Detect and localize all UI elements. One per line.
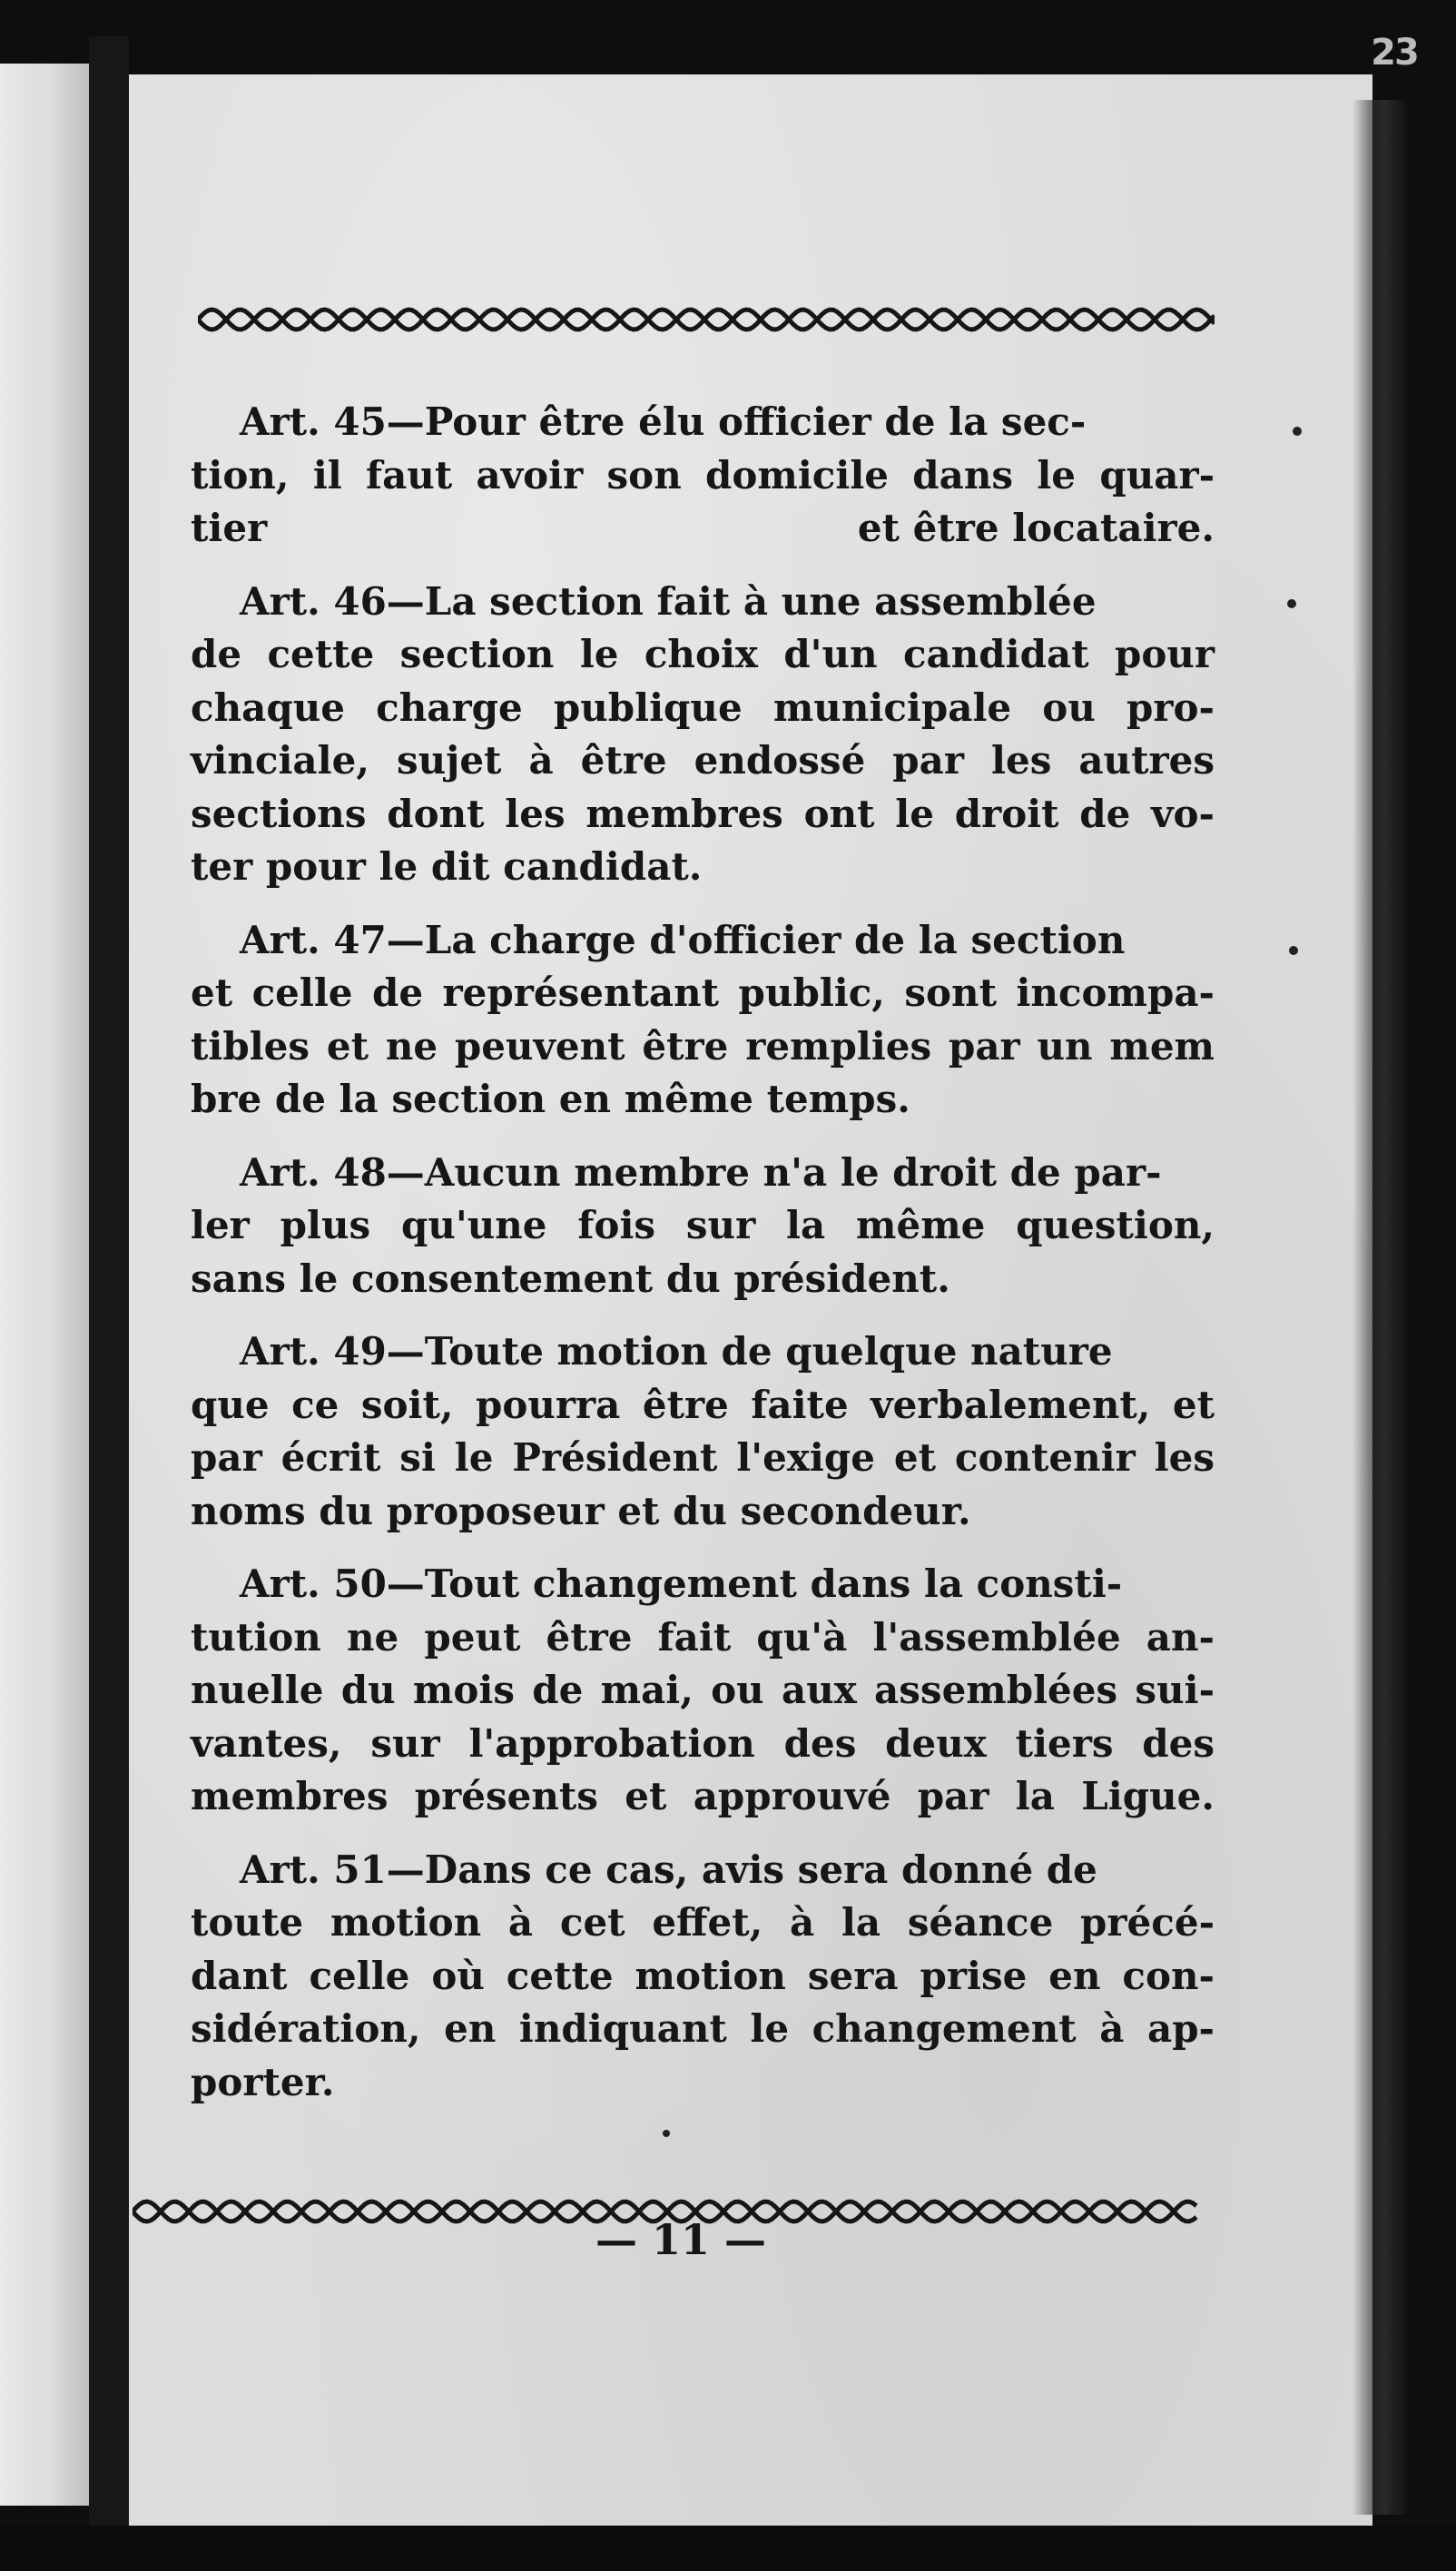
margin-speck (1287, 599, 1296, 608)
text-line: ter pour le dit candidat. (191, 844, 703, 889)
text-line-left: tier (191, 506, 268, 550)
article-text-block (191, 396, 1215, 2129)
text-line: vinciale, sujet à être endossé par les autres (191, 738, 1215, 783)
article-paragraph (191, 1558, 1215, 1824)
text-line: toute motion à cet effet, à la séance précé- (191, 1900, 1215, 1945)
text-line: membres présents et approuvé par la Ligue. (191, 1774, 1215, 1818)
article-paragraph (191, 1844, 1215, 2110)
text-line: tibles et ne peuvent être remplies par un mem (191, 1023, 1215, 1069)
text-line: porter. (191, 2059, 335, 2104)
margin-speck (1289, 946, 1298, 955)
page-number: — 11 — (595, 2215, 767, 2264)
page-edge-shadow (1353, 100, 1407, 2515)
top-ornament-rule (198, 301, 1215, 338)
text-line: ler plus qu'une fois sur la même question, (191, 1203, 1215, 1247)
article-heading-line: Art. 50—Tout changement dans la consti- (240, 1561, 1123, 1606)
text-line: de cette section le choix d'un candidat pour (191, 632, 1215, 676)
article-paragraph (191, 1325, 1215, 1538)
text-line: dant celle où cette motion sera prise en con- (191, 1953, 1215, 1998)
text-line: et celle de représentant public, sont incompa- (191, 970, 1215, 1015)
text-line: nuelle du mois de mai, ou aux assemblées sui- (191, 1668, 1215, 1712)
scan-bottom-border (0, 2526, 1456, 2571)
wave-ornament-icon (198, 301, 1215, 338)
article-heading-line: Art. 47—La charge d'officier de la section (240, 917, 1126, 962)
article-heading-line: Art. 45—Pour être élu officier de la sec- (240, 399, 1087, 444)
article-heading-line: Art. 49—Toute motion de quelque nature (240, 1329, 1113, 1374)
article-heading-line: Art. 46—La section fait à une assemblée (240, 578, 1097, 624)
book-gutter (89, 36, 129, 2542)
article-heading-line: Art. 48—Aucun membre n'a le droit de par- (240, 1149, 1162, 1195)
text-line: sections dont les membres ont le droit de vo- (191, 791, 1215, 836)
text-line: vantes, sur l'approbation des deux tiers des (191, 1720, 1215, 1766)
text-line: noms du proposeur et du secondeur. (191, 1488, 971, 1533)
text-line: bre de la section en même temps. (191, 1077, 910, 1121)
corner-mark: 23 (1371, 32, 1418, 74)
text-line: que ce soit, pourra être faite verbalement, et (191, 1382, 1215, 1427)
margin-speck (663, 2130, 670, 2137)
text-line: sidération, en indiquant le changement à ap- (191, 2006, 1215, 2051)
text-line: tion, il faut avoir son domicile dans le quar- (191, 452, 1215, 497)
text-line (191, 502, 1215, 556)
article-heading-line: Art. 51—Dans ce cas, avis sera donné de (240, 1847, 1097, 1892)
article-paragraph (191, 1147, 1215, 1306)
text-line-right: et être locataire. (857, 506, 1215, 550)
text-line: tution ne peut être fait qu'à l'assemblée an- (191, 1614, 1215, 1660)
article-paragraph (191, 396, 1215, 556)
facing-page-edge (0, 64, 89, 2506)
margin-speck (1293, 427, 1302, 436)
article-paragraph (191, 576, 1215, 894)
text-line: par écrit si le Président l'exige et contenir les (191, 1435, 1215, 1480)
text-line: chaque charge publique municipale ou pro- (191, 685, 1215, 730)
article-paragraph (191, 914, 1215, 1127)
text-line: sans le consentement du président. (191, 1256, 950, 1301)
